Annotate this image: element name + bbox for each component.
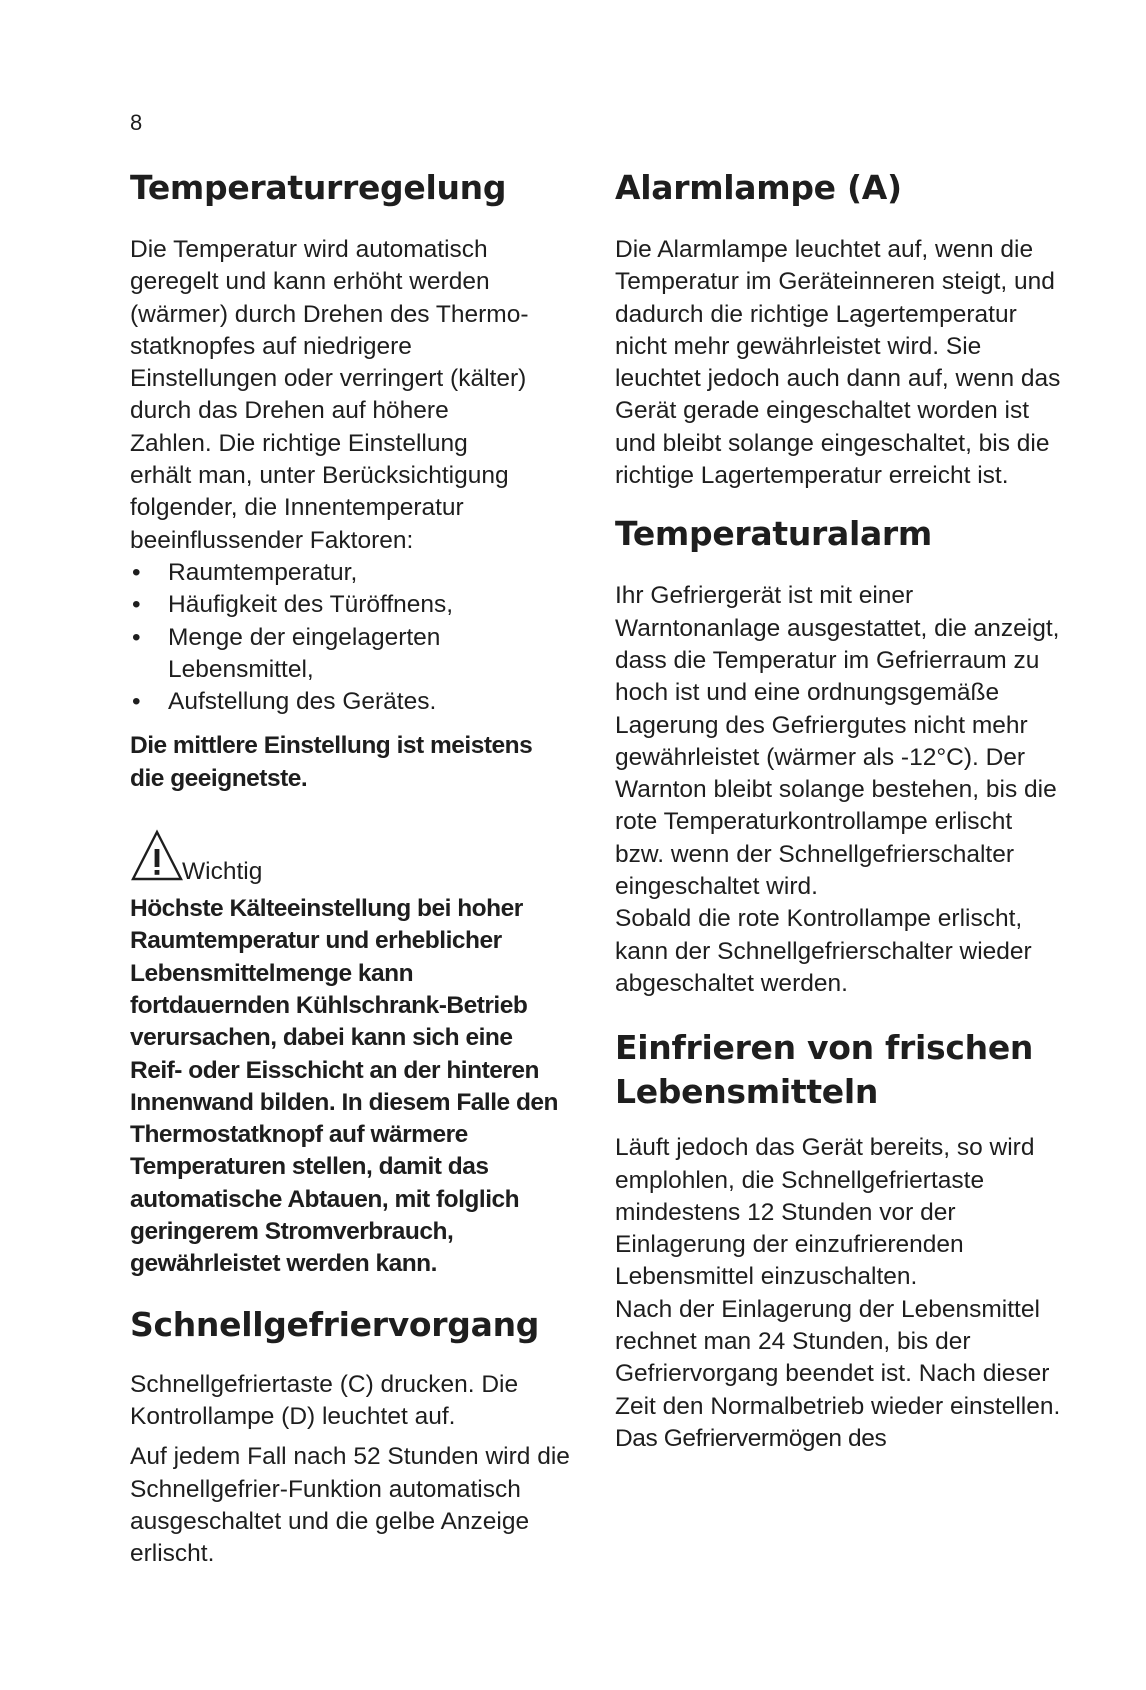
list-item: • Aufstellung des Gerätes. [130, 686, 532, 718]
list-item: • Menge der eingelagerten Lebensmittel, [130, 622, 532, 687]
warning-header [130, 823, 600, 886]
section-heading-schnellgefriervorgang: Schnellgefriervorgang [130, 1304, 540, 1344]
warning-text: Höchste Kälteeinstellung bei hoher Raumtemperatur und erheblicher Lebensmittelmenge kann fortdauernden Kühlschrank-Betrieb verursachen, dabei kann sich eine Reif- oder Eisschicht an der hinteren Innenwand bilden. In diesem Falle den Thermostatknopf auf wärmere Temperaturen stellen, damit das automatische Abtauen, mit folglich geringerem Stromverbrauch, gewährleistet werden kann. [130, 895, 559, 1278]
schnellgefriervorgang-paragraph-1: Schnellgefriertaste (C) drucken. Die Kontrollampe (D) leuchtet auf. [130, 1370, 519, 1430]
section-heading-einfrieren: Einfrieren von frischen Lebensmitteln [615, 1028, 1034, 1112]
temperaturalarm-paragraph-2: Sobald die rote Kontrollampe erlischt, kann der Schnellgefrierschalter wieder abgeschaltet werden. [615, 905, 1032, 997]
page-number: 8 [130, 110, 143, 135]
warning-triangle-icon [130, 829, 184, 883]
einfrieren-paragraph-1: Läuft jedoch das Gerät bereits, so wird emplohlen, die Schnellgefriertaste mindestens 12 Stunden vor der Einlagerung der einzufrierenden Lebensmittel einzuschalten. [615, 1134, 1035, 1291]
schnellgefriervorgang-paragraph-2: Auf jedem Fall nach 52 Stunden wird die Schnellgefrier-Funktion automatisch ausgeschaltet und die gelbe Anzeige erlischt. [130, 1443, 570, 1568]
left-column [130, 166, 600, 1570]
list-item: • Häufigkeit des Türöffnens, [130, 589, 532, 621]
temperaturalarm-paragraph-1: Ihr Gefriergerät ist mit einer Warntonanlage ausgestattet, die anzeigt, dass die Temperatur im Gefrierraum zu hoch ist und eine ordnungsgemäße Lagerung des Gefriergutes nicht mehr gewährleistet (wärmer als -12°C). Der Warnton bleibt solange bestehen, bis die rote Temperaturkontrollampe erlischt bzw. wenn der Schnellgefrierschalter eingeschaltet wird. [615, 582, 1060, 901]
einfrieren-paragraph-2 [615, 1294, 1067, 1455]
einfrieren-paragraph-2-end: Das Gefriervermögen des [615, 1424, 887, 1452]
right-column [615, 166, 1095, 1455]
alarmlampe-paragraph: Die Alarmlampe leuchtet auf, wenn die Temperatur im Geräteinneren steigt, und dadurch die richtige Lagertemperatur nicht mehr gewährleistet wird. Sie leuchtet jedoch auch dann auf, wenn das Gerät gerade eingeschaltet worden ist und bleibt solange eingeschaltet, bis die richtige Lagertemperatur erreicht ist. [615, 236, 1061, 490]
recommendation-note: Die mittlere Einstellung ist meistens die geeignetste. [130, 732, 533, 792]
temperaturregelung-paragraph: Die Temperatur wird automatisch geregelt und kann erhöht werden (wärmer) durch Drehen des Thermo- statknopfes auf niedrigere Einstellungen oder verringert (kälter) durch das Drehen auf höhere Zahlen. Die richtige Einstellung erhält man, unter Berücksichtigung folgender, die Innentemperatur beeinflussender Faktoren: [130, 236, 529, 554]
section-heading-temperaturalarm: Temperaturalarm [615, 514, 932, 554]
section-heading-temperaturregelung: Temperaturregelung [130, 168, 507, 207]
einfrieren-paragraph-2-start: Nach der Einlagerung der Lebensmittel rechnet man 24 Stunden, bis der Gefriervorgang beendet ist. Nach dieser Zeit den Normalbetrieb wieder einstellen. [615, 1295, 1061, 1420]
list-item: • Raumtemperatur, [130, 557, 532, 589]
warning-label: Wichtig [182, 858, 263, 886]
section-heading-alarmlampe: Alarmlampe (A) [615, 168, 902, 207]
factor-list [130, 557, 532, 718]
